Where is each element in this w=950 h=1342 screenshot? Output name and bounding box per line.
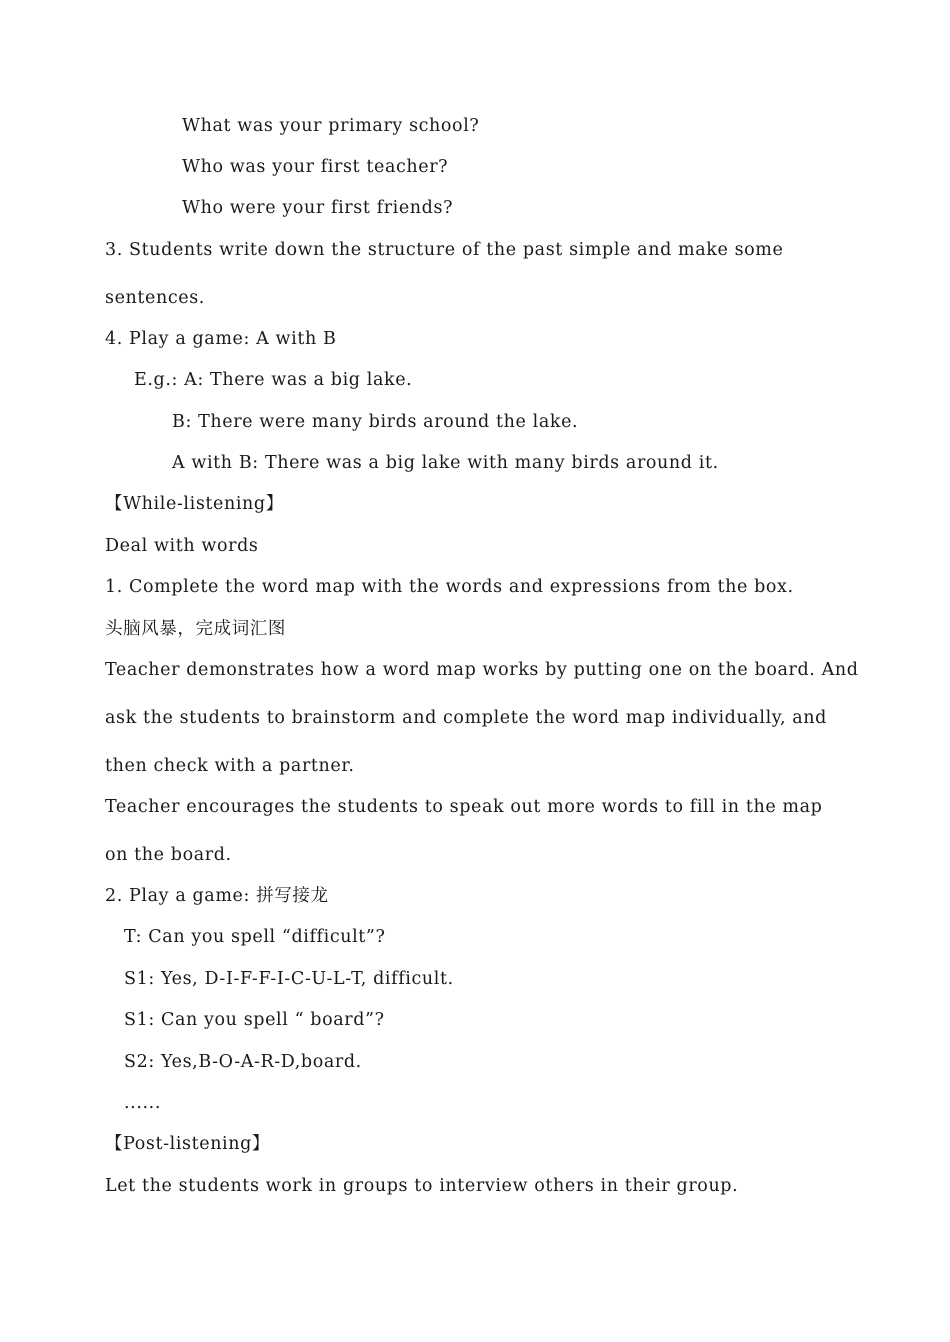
paragraph-1-line-3: then check with a partner. bbox=[105, 756, 355, 776]
task-2-heading: 2. Play a game: 拼写接龙 bbox=[105, 886, 329, 906]
example-a: E.g.: A: There was a big lake. bbox=[134, 370, 413, 390]
deal-with-words: Deal with words bbox=[105, 536, 259, 556]
task-1-heading: 1. Complete the word map with the words and expressions from the box. bbox=[105, 577, 794, 597]
section-while-listening: 【While-listening】 bbox=[105, 494, 284, 514]
dialogue-s2-answer: S2: Yes,B-O-A-R-D,board. bbox=[124, 1052, 362, 1072]
section-post-listening: 【Post-listening】 bbox=[105, 1134, 271, 1154]
dialogue-s1-answer: S1: Yes, D-I-F-F-I-C-U-L-T, difficult. bbox=[124, 969, 454, 989]
step-4-heading: 4. Play a game: A with B bbox=[105, 329, 337, 349]
example-b: B: There were many birds around the lake. bbox=[172, 412, 579, 432]
example-a-with-b: A with B: There was a big lake with many birds around it. bbox=[172, 453, 719, 473]
post-listening-task: Let the students work in groups to interview others in their group. bbox=[105, 1176, 739, 1196]
task-1-chinese: 头脑风暴，完成词汇图 bbox=[105, 619, 286, 639]
paragraph-2-line-2: on the board. bbox=[105, 845, 232, 865]
question-first-teacher: Who was your first teacher? bbox=[182, 157, 449, 177]
paragraph-2-line-1: Teacher encourages the students to speak out more words to fill in the map bbox=[105, 797, 823, 817]
paragraph-1-line-1: Teacher demonstrates how a word map works by putting one on the board. And bbox=[105, 660, 859, 680]
paragraph-1-line-2: ask the students to brainstorm and complete the word map individually, and bbox=[105, 708, 827, 728]
question-primary-school: What was your primary school? bbox=[182, 116, 480, 136]
step-3-line-1: 3. Students write down the structure of the past simple and make some bbox=[105, 240, 784, 260]
question-first-friends: Who were your first friends? bbox=[182, 198, 454, 218]
dialogue-t: T: Can you spell “difficult”? bbox=[124, 927, 386, 947]
step-3-line-2: sentences. bbox=[105, 288, 205, 308]
dialogue-s1-question: S1: Can you spell “ board”? bbox=[124, 1010, 385, 1030]
dialogue-ellipsis: ...... bbox=[124, 1093, 161, 1113]
